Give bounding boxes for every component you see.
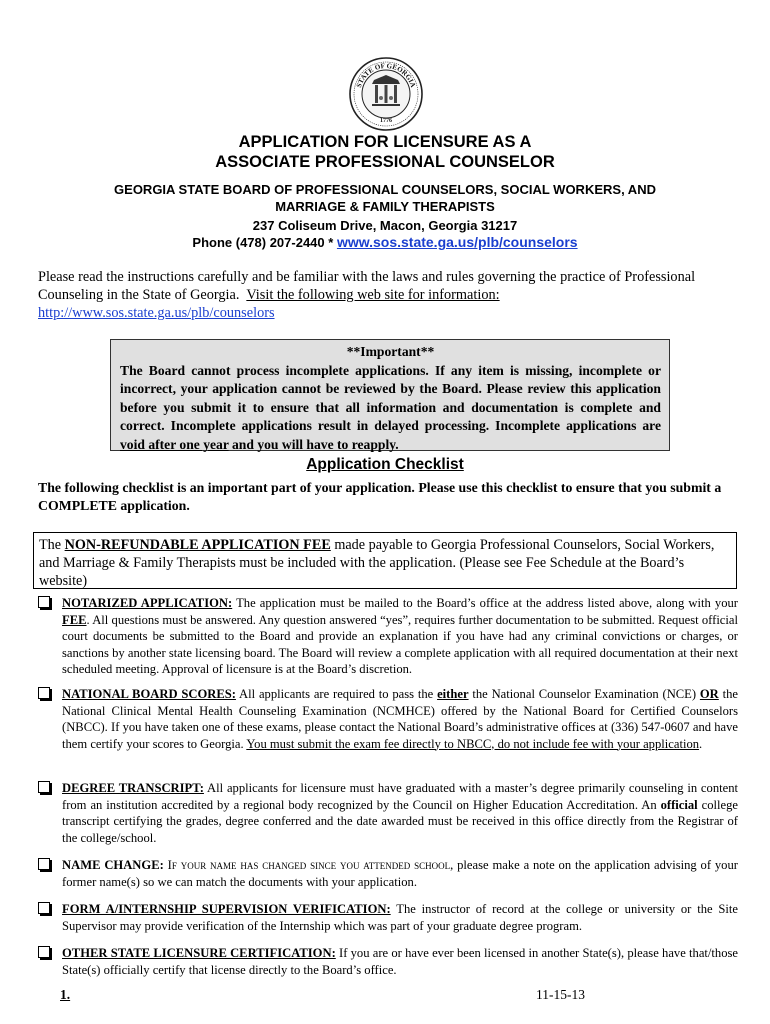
checklist-intro: The following checklist is an important part of your application. Please use this checklist to ensure that you submit a COMPLETE application. bbox=[38, 480, 722, 513]
board-website-link[interactable]: www.sos.state.ga.us/plb/counselors bbox=[336, 234, 578, 250]
official-word: official bbox=[660, 797, 698, 812]
item-label: NAME CHANGE: bbox=[62, 858, 164, 872]
important-heading: **Important** bbox=[346, 344, 435, 359]
application-fee-box bbox=[33, 532, 737, 589]
exam-fee-note: You must submit the exam fee directly to NBCC, do not include fee with your application bbox=[246, 736, 700, 751]
fee-word: FEE bbox=[62, 612, 87, 627]
item-label: FORM A/INTERNSHIP SUPERVISION VERIFICATION: bbox=[62, 902, 391, 916]
revision-date: 11-15-13 bbox=[536, 987, 585, 1002]
item-text: The application must be mailed to the Board’s office at the address listed above, along with your bbox=[232, 596, 739, 610]
item-text: the National Clinical Mental Health Counseling Examination (NCMHCE) offered by the National Board for Certified Counselors (NBCC). If you have taken one of these exams, please contact the National Board’s administrative offices at (336) 547-0607 and have them certify your scores to Georgia. bbox=[62, 687, 738, 751]
fee-text: made payable to Georgia Professional Counselors, Social Workers, and Marriage & Family Therapists must be included with the application. (Please see Fee Schedule at the Board’s website) bbox=[39, 537, 715, 589]
item-text: All applicants for licensure must have graduated with a master’s degree primarily counseling in content from an institution accredited by a regional body recognized by the Council on Higher Education Accreditation. An bbox=[62, 781, 738, 812]
item-text: , please make a note on the application advising of your former name(s) so we can match the documents with your application. bbox=[62, 858, 738, 889]
checkbox-notarized-application[interactable] bbox=[38, 596, 50, 608]
or-word: OR bbox=[699, 687, 719, 701]
item-label: NOTARIZED APPLICATION: bbox=[62, 596, 233, 610]
board-name-line-2: MARRIAGE & FAMILY THERAPISTS bbox=[275, 199, 495, 214]
item-text: If you are or have ever been licensed in another State(s), please have that/those State(s) officially certify that license directly to the Board’s office. bbox=[62, 946, 738, 977]
seal-year: 1776 bbox=[380, 118, 392, 124]
checklist-title: Application Checklist bbox=[306, 456, 464, 473]
intro-website-link[interactable]: http://www.sos.state.ga.us/plb/counselors bbox=[38, 305, 275, 321]
seal-top-text: STATE OF GEORGIA bbox=[354, 61, 418, 89]
title-line-1: APPLICATION FOR LICENSURE AS A bbox=[238, 133, 532, 151]
checklist-item-notarized-application bbox=[38, 595, 738, 678]
georgia-state-seal bbox=[348, 56, 424, 132]
item-text: college transcript certifying the grades, degree conferred and the date awarded must be received in this office directly from the Registrar of the college/school. bbox=[62, 797, 738, 845]
checklist-item-national-board-scores bbox=[38, 686, 738, 752]
page-number: 1. bbox=[60, 987, 71, 1002]
fee-label: NON-REFUNDABLE APPLICATION FEE bbox=[64, 537, 331, 553]
either-word: either bbox=[437, 687, 469, 701]
item-label: NATIONAL BOARD SCORES: bbox=[62, 687, 236, 701]
intro-visit-text: Visit the following web site for information: bbox=[246, 287, 500, 303]
checkbox-name-change[interactable] bbox=[38, 858, 50, 870]
important-notice-box bbox=[110, 339, 670, 451]
checkbox-degree-transcript[interactable] bbox=[38, 781, 50, 793]
intro-text: Please read the instructions carefully and be familiar with the laws and rules governing the practice of Professional Counseling in the State of Georgia. bbox=[38, 269, 696, 303]
item-text: the National Counselor Examination (NCE) bbox=[468, 687, 700, 701]
void-after-one-year: void after one year bbox=[120, 436, 229, 452]
checklist-item-name-change bbox=[38, 857, 738, 890]
fee-prefix: The bbox=[39, 537, 65, 553]
intro-paragraph bbox=[38, 268, 738, 322]
item-text: The instructor of record at the college or university or the Site Supervisor may provide verification of the Internship which was part of your graduate degree program. bbox=[62, 902, 738, 933]
name-change-smallcaps: If your name has changed since you attended school bbox=[163, 858, 451, 872]
board-phone-line bbox=[0, 234, 770, 251]
board-name-line-1: GEORGIA STATE BOARD OF PROFESSIONAL COUNSELORS, SOCIAL WORKERS, AND bbox=[114, 182, 656, 197]
checklist-item-internship-verification bbox=[38, 901, 738, 934]
item-label: OTHER STATE LICENSURE CERTIFICATION: bbox=[62, 946, 336, 960]
item-text: All applicants are required to pass the bbox=[235, 687, 438, 701]
item-text: . bbox=[699, 736, 703, 751]
board-phone: Phone (478) 207-2440 * bbox=[192, 235, 337, 250]
title-line-2: ASSOCIATE PROFESSIONAL COUNSELOR bbox=[215, 153, 555, 171]
important-body-end: and you will have to reapply. bbox=[228, 436, 399, 452]
checklist-item-degree-transcript bbox=[38, 780, 738, 846]
checkbox-national-board-scores[interactable] bbox=[38, 687, 50, 699]
checklist-item-other-state-licensure bbox=[38, 945, 738, 978]
board-address: 237 Coliseum Drive, Macon, Georgia 31217 bbox=[252, 218, 518, 233]
checkbox-other-state-licensure[interactable] bbox=[38, 946, 50, 958]
important-body bbox=[120, 362, 661, 455]
checkbox-internship-verification[interactable] bbox=[38, 902, 50, 914]
important-body-text: The Board cannot process incomplete applications. If any item is missing, incomplete or incorrect, your application cannot be reviewed by the Board. Please review this application before you submit it to ensure that all information and documentation is complete and correct. Incomplete applications result in delayed processing. Incomplete applications are bbox=[120, 362, 661, 433]
item-label: DEGREE TRANSCRIPT: bbox=[62, 781, 204, 795]
item-text: . All questions must be answered. Any question answered “yes”, requires further documentation to be submitted. Request official court documents be submitted to the Board and provide an explanation if you have had any criminal convictions or charges, or sanctions by another state licensing board. The Board will review a complete application with all required documentation at their next scheduled meeting. Approval of licensure is at the Board’s discretion. bbox=[62, 612, 738, 676]
